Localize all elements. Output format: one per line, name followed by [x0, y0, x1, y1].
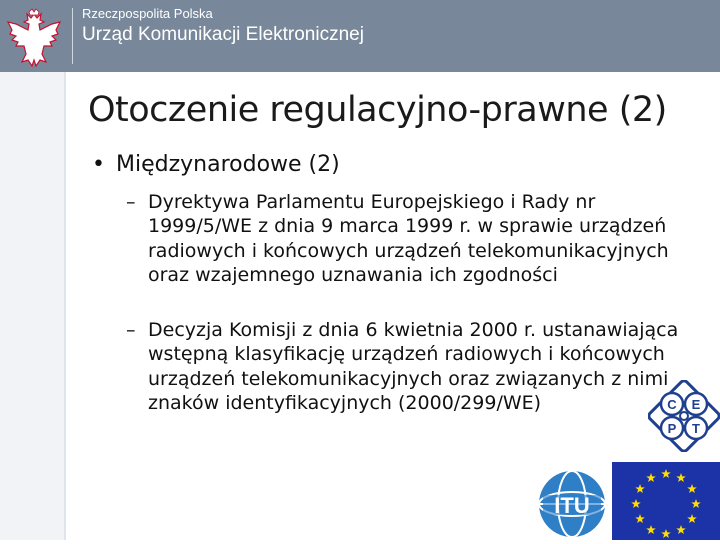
slide-title: Otoczenie regulacyjno-prawne (2) — [88, 90, 667, 130]
subitem-text: Decyzja Komisji z dnia 6 kwietnia 2000 r. ustanawiająca wstępną klasyfikację urządzeń radiowych i końcowych urządzeń telekomunikacyjnych oraz związanych z nimi znaków identyfikacyjnych (2000/299/WE) — [148, 319, 679, 414]
header-bar — [0, 0, 720, 72]
header-divider — [72, 8, 73, 64]
cept-letter-t: T — [692, 421, 700, 436]
bullet-marker: • — [92, 152, 105, 177]
eu-star-icon — [635, 514, 645, 523]
eu-star-icon — [676, 473, 686, 482]
subitem-marker: – — [126, 191, 136, 213]
eu-stars-icon — [612, 462, 720, 540]
subitem-text: Dyrektywa Parlamentu Europejskiego i Rady nr 1999/5/WE z dnia 9 marca 1999 r. w sprawie urządzeń radiowych i końcowych urządzeń telekomunikacyjnych oraz wzajemnego uznawania ich zgodności — [148, 191, 669, 286]
itu-logo-icon — [534, 466, 608, 540]
eu-star-icon — [687, 514, 697, 523]
polish-eagle-emblem-icon — [6, 8, 62, 68]
country-name: Rzeczpospolita Polska — [82, 6, 213, 21]
eu-star-icon — [661, 529, 671, 538]
bullet-text: Międzynarodowe (2) — [116, 152, 340, 177]
eu-star-icon — [691, 499, 701, 508]
eu-star-icon — [661, 469, 671, 478]
itu-text: ITU — [554, 493, 590, 518]
cept-letter-c: C — [667, 397, 677, 412]
eu-star-icon — [631, 499, 641, 508]
cept-logo-icon — [648, 380, 720, 452]
subitem-marker: – — [126, 319, 136, 341]
left-sidebar-band — [0, 72, 64, 540]
eu-star-icon — [687, 484, 697, 493]
cept-letter-e: E — [691, 397, 701, 412]
eu-star-icon — [676, 525, 686, 534]
sidebar-divider — [64, 72, 66, 540]
eu-star-icon — [646, 525, 656, 534]
eu-star-icon — [635, 484, 645, 493]
office-name: Urząd Komunikacji Elektronicznej — [82, 24, 364, 45]
eu-flag-icon — [612, 462, 720, 540]
cept-letter-p: P — [667, 421, 677, 436]
eu-star-icon — [646, 473, 656, 482]
